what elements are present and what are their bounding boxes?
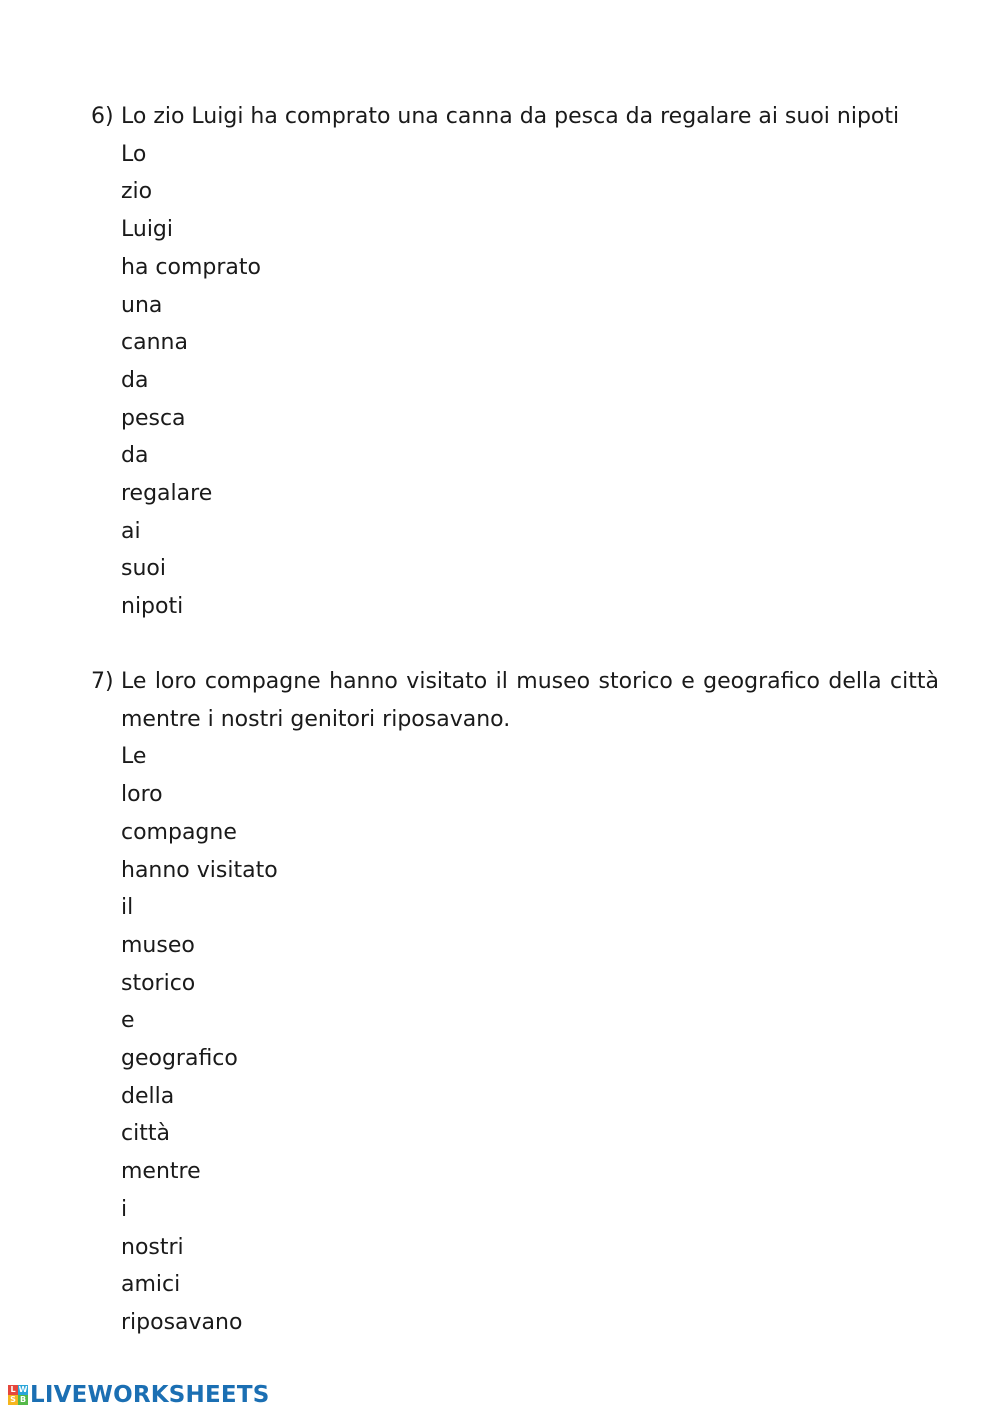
word-item: geografico — [121, 1046, 238, 1072]
word-item: suoi — [121, 556, 166, 582]
word-list — [121, 136, 939, 626]
word-item: amici — [121, 1272, 181, 1298]
word-item: i — [121, 1196, 128, 1222]
exercise-number: 6) — [91, 104, 114, 129]
word-item: regalare — [121, 481, 213, 507]
logo-mark-icon — [8, 1385, 28, 1405]
logo-text: LIVEWORKSHEETS — [30, 1382, 270, 1408]
sentence-text: Lo zio Luigi ha comprato una canna da pesca da regalare ai suoi nipoti — [121, 104, 900, 129]
exercise-7 — [91, 663, 939, 1342]
logo-mark-letter: L — [8, 1385, 18, 1395]
word-item: Le — [121, 744, 147, 770]
exercise-sentence — [91, 98, 939, 136]
exercise-6 — [91, 98, 939, 626]
word-item: una — [121, 292, 163, 318]
word-item: da — [121, 443, 149, 469]
word-item: nostri — [121, 1234, 184, 1260]
word-item: nipoti — [121, 594, 184, 620]
logo-mark-letter: W — [18, 1385, 28, 1394]
word-item: museo — [121, 932, 195, 958]
word-item: pesca — [121, 405, 186, 431]
word-item: della — [121, 1083, 175, 1109]
exercise-number: 7) — [91, 669, 114, 694]
word-item: hanno visitato — [121, 857, 278, 883]
word-list — [121, 738, 939, 1341]
exercise-sentence — [91, 663, 939, 738]
word-item: città — [121, 1121, 170, 1147]
word-item: ai — [121, 518, 141, 544]
word-item: Lo — [121, 141, 147, 167]
sentence-text: Le loro compagne hanno visitato il museo storico e geografico della città mentre i nostri genitori riposavano. — [121, 669, 939, 732]
word-item: loro — [121, 782, 163, 808]
word-item: mentre — [121, 1159, 201, 1185]
word-item: e — [121, 1008, 135, 1034]
word-item: il — [121, 895, 134, 921]
logo-mark-letter: S — [8, 1395, 18, 1405]
word-item: canna — [121, 330, 188, 356]
word-item: ha comprato — [121, 254, 261, 280]
logo-mark-letter: B — [19, 1395, 27, 1404]
word-item: da — [121, 367, 149, 393]
liveworksheets-logo — [8, 1380, 269, 1410]
word-item: zio — [121, 179, 153, 205]
word-item: compagne — [121, 819, 237, 845]
word-item: storico — [121, 970, 196, 996]
word-item: Luigi — [121, 217, 174, 243]
word-item: riposavano — [121, 1309, 243, 1335]
